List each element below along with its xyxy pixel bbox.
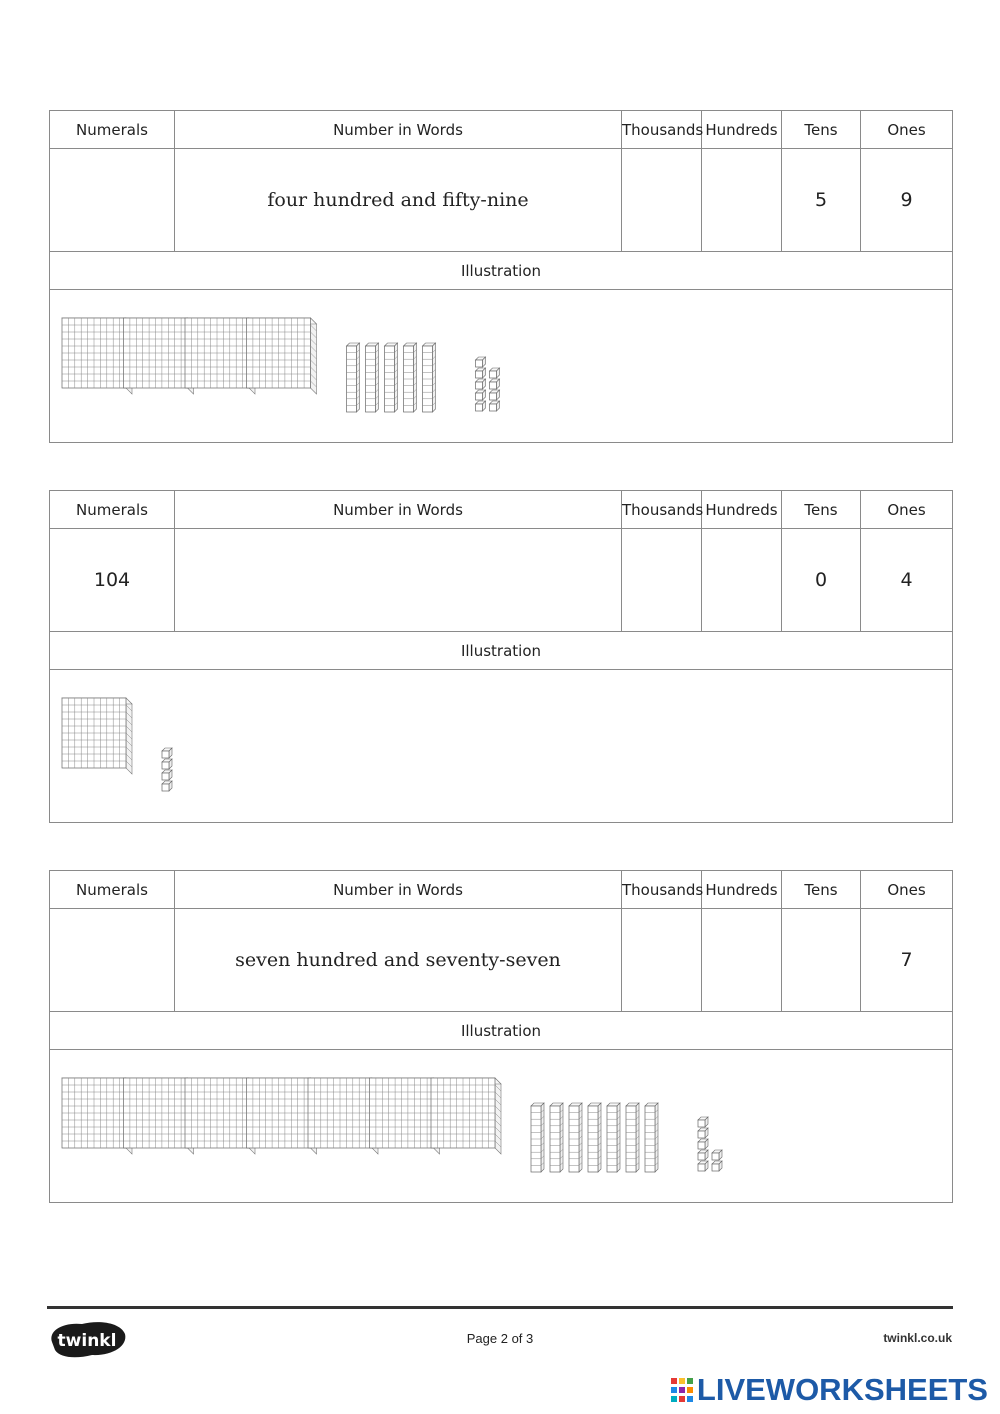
unit-cube xyxy=(162,748,172,758)
hundred-flat xyxy=(308,1078,378,1154)
ten-rod xyxy=(626,1103,639,1172)
ten-rod xyxy=(404,343,417,412)
unit-cube xyxy=(162,781,172,791)
header-number-in-words: Number in Words xyxy=(175,491,622,529)
numerals-cell[interactable]: 104 xyxy=(50,529,175,632)
ten-rod xyxy=(531,1103,544,1172)
ten-rod xyxy=(347,343,360,412)
hundred-flat xyxy=(185,1078,255,1154)
unit-cube xyxy=(698,1117,708,1127)
thousands-cell[interactable] xyxy=(622,529,702,632)
header-thousands: Thousands xyxy=(622,111,702,149)
base-ten-blocks-1 xyxy=(50,290,950,442)
unit-cube xyxy=(476,379,486,389)
header-tens: Tens xyxy=(782,491,861,529)
unit-cube xyxy=(490,379,500,389)
header-tens: Tens xyxy=(782,111,861,149)
unit-cube xyxy=(476,368,486,378)
ten-rod xyxy=(588,1103,601,1172)
footer-divider xyxy=(47,1306,953,1309)
header-number-in-words: Number in Words xyxy=(175,871,622,909)
ten-rod xyxy=(569,1103,582,1172)
ten-rod xyxy=(607,1103,620,1172)
words-cell[interactable] xyxy=(175,529,622,632)
words-cell[interactable]: seven hundred and seventy-seven xyxy=(175,909,622,1012)
unit-cube xyxy=(476,357,486,367)
unit-cube xyxy=(476,401,486,411)
ten-rod xyxy=(550,1103,563,1172)
unit-cube xyxy=(490,368,500,378)
liveworksheets-icon xyxy=(671,1378,693,1402)
page-number: Page 2 of 3 xyxy=(466,1331,534,1346)
numerals-cell[interactable] xyxy=(50,909,175,1012)
ten-rod xyxy=(645,1103,658,1172)
base-ten-blocks-2 xyxy=(50,670,950,822)
header-thousands: Thousands xyxy=(622,871,702,909)
header-hundreds: Hundreds xyxy=(702,491,782,529)
base-ten-blocks-3 xyxy=(50,1050,950,1202)
place-value-table-2 xyxy=(49,490,953,823)
hundred-flat xyxy=(62,318,132,394)
ten-rod xyxy=(366,343,379,412)
hundred-flat xyxy=(370,1078,440,1154)
hundred-flat xyxy=(62,698,132,774)
twinkl-logo-text: twinkl xyxy=(57,1331,117,1351)
illustration-heading: Illustration xyxy=(50,632,953,670)
place-value-table-1 xyxy=(49,110,953,443)
unit-cube xyxy=(490,401,500,411)
illustration-heading: Illustration xyxy=(50,252,953,290)
illustration-cell xyxy=(50,290,953,443)
hundreds-cell[interactable] xyxy=(702,149,782,252)
unit-cube xyxy=(712,1150,722,1160)
hundred-flat xyxy=(247,1078,317,1154)
header-numerals: Numerals xyxy=(50,111,175,149)
tens-cell[interactable]: 0 xyxy=(782,529,861,632)
header-ones: Ones xyxy=(861,491,953,529)
liveworksheets-text: LIVEWORKSHEETS xyxy=(696,1372,988,1407)
header-tens: Tens xyxy=(782,871,861,909)
hundred-flat xyxy=(124,318,194,394)
hundred-flat xyxy=(431,1078,501,1154)
unit-cube xyxy=(698,1139,708,1149)
site-url[interactable]: twinkl.co.uk xyxy=(883,1331,952,1345)
thousands-cell[interactable] xyxy=(622,909,702,1012)
words-cell[interactable]: four hundred and fifty-nine xyxy=(175,149,622,252)
hundreds-cell[interactable] xyxy=(702,529,782,632)
ones-cell[interactable]: 4 xyxy=(861,529,953,632)
header-numerals: Numerals xyxy=(50,871,175,909)
header-hundreds: Hundreds xyxy=(702,871,782,909)
header-thousands: Thousands xyxy=(622,491,702,529)
hundred-flat xyxy=(185,318,255,394)
ten-rod xyxy=(423,343,436,412)
twinkl-logo[interactable] xyxy=(46,1318,128,1364)
liveworksheets-watermark[interactable] xyxy=(671,1372,988,1408)
ten-rod xyxy=(385,343,398,412)
unit-cube xyxy=(698,1150,708,1160)
unit-cube xyxy=(698,1161,708,1171)
hundreds-cell[interactable] xyxy=(702,909,782,1012)
hundred-flat xyxy=(247,318,317,394)
header-hundreds: Hundreds xyxy=(702,111,782,149)
hundred-flat xyxy=(124,1078,194,1154)
unit-cube xyxy=(490,390,500,400)
place-value-table-3 xyxy=(49,870,953,1203)
hundred-flat xyxy=(62,1078,132,1154)
illustration-cell xyxy=(50,1050,953,1203)
unit-cube xyxy=(162,770,172,780)
illustration-cell xyxy=(50,670,953,823)
tens-cell[interactable]: 5 xyxy=(782,149,861,252)
header-ones: Ones xyxy=(861,111,953,149)
ones-cell[interactable]: 9 xyxy=(861,149,953,252)
header-numerals: Numerals xyxy=(50,491,175,529)
unit-cube xyxy=(698,1128,708,1138)
unit-cube xyxy=(162,759,172,769)
header-number-in-words: Number in Words xyxy=(175,111,622,149)
numerals-cell[interactable] xyxy=(50,149,175,252)
header-ones: Ones xyxy=(861,871,953,909)
thousands-cell[interactable] xyxy=(622,149,702,252)
unit-cube xyxy=(476,390,486,400)
tens-cell[interactable] xyxy=(782,909,861,1012)
unit-cube xyxy=(712,1161,722,1171)
ones-cell[interactable]: 7 xyxy=(861,909,953,1012)
illustration-heading: Illustration xyxy=(50,1012,953,1050)
